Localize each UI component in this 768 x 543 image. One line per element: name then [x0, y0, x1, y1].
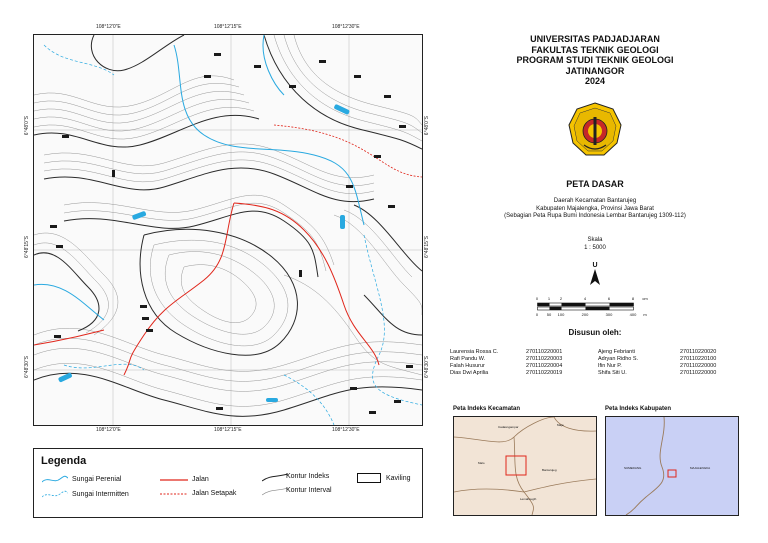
legend-jalan: Jalan — [192, 476, 209, 483]
unpad-logo-icon — [566, 101, 624, 159]
inset-label: Cadasngampar — [498, 425, 519, 429]
year: 2024 — [584, 76, 606, 86]
scale-tick-top: 4 — [583, 296, 587, 301]
legend — [33, 448, 423, 518]
coord-right-2: 6°48'15"S — [424, 236, 430, 258]
campus-name: JATINANGOR — [565, 65, 625, 76]
author-nim: 270110220003 — [526, 356, 563, 362]
coord-right-3: 6°48'30"S — [424, 356, 430, 378]
scale-tick-top: 0 — [535, 296, 539, 301]
coord-top-1: 108°12'0"E — [96, 24, 121, 30]
author-name: Ifin Nur P. — [598, 363, 622, 369]
author-nim: 270110220004 — [526, 363, 563, 369]
author-nim: 270110220001 — [526, 349, 563, 355]
inset-label: Maja — [557, 423, 564, 427]
author-name: Rafi Pandu W. — [450, 356, 486, 362]
scale-tick-bottom: 400 — [629, 312, 637, 317]
legend-kontur-indeks: Kontur Indeks — [286, 473, 330, 480]
area-kabupaten: Kabupaten Majalengka, Provinsi Jawa Barat — [536, 205, 654, 212]
water-bodies — [58, 104, 350, 402]
scale-ratio: 1 : 5000 — [584, 244, 606, 251]
authors-right-nims — [680, 349, 740, 377]
contour-interval-lines — [34, 35, 422, 406]
coord-top-3: 108°12'30"E — [332, 24, 360, 30]
coord-bottom-2: 108°12'15"E — [214, 427, 242, 433]
area-kecamatan: Daerah Kecamatan Bantarujeg — [553, 198, 637, 204]
intermittent-river-symbol-icon — [42, 490, 68, 500]
authors-left-nims — [526, 349, 586, 377]
author-nim: 270110220020 — [680, 349, 717, 355]
inset-kecamatan-title: Peta Indeks Kecamatan — [453, 406, 521, 412]
road-symbol-icon — [160, 478, 188, 482]
legend-kaviling: Kaviling — [386, 475, 411, 482]
scale-tick-bottom: 100 — [557, 312, 565, 317]
scale-text — [450, 237, 740, 252]
coord-right-1: 6°48'0"S — [424, 116, 430, 136]
authors-right-names — [598, 349, 673, 377]
scale-tick-bottom: 0 — [535, 312, 539, 317]
legend-jalan-setapak: Jalan Setapak — [192, 490, 237, 497]
river-intermittent — [44, 45, 422, 425]
author-name: Shifa Siti U. — [598, 370, 627, 376]
index-contour-symbol-icon — [262, 473, 288, 483]
coord-bottom-1: 108°12'0"E — [96, 427, 121, 433]
author-name: Dias Dwi Aprilia — [450, 370, 489, 376]
topographic-map[interactable] — [33, 34, 423, 426]
north-arrow-shape — [589, 269, 601, 287]
scale-unit-top: cm — [642, 296, 648, 301]
author-nim: 270110220100 — [680, 356, 717, 362]
title-block — [450, 34, 740, 87]
perennial-river-symbol-icon — [42, 475, 68, 485]
scale-bar — [533, 296, 653, 320]
inset-label: SUMEDANG — [624, 466, 642, 470]
area-description — [450, 198, 740, 221]
north-arrow-icon — [589, 262, 601, 289]
author-name: Falah Husurur — [450, 363, 485, 369]
kaviling-markers — [50, 53, 413, 414]
map-title: PETA DASAR — [566, 179, 624, 189]
author-nim: 270110220000 — [680, 370, 717, 376]
author-name: Laurensia Rossa C. — [450, 349, 499, 355]
scale-label: Skala — [587, 237, 603, 243]
inset-kabupaten-map[interactable] — [605, 416, 739, 516]
coord-top-2: 108°12'15"E — [214, 24, 242, 30]
author-nim: 270110220000 — [680, 363, 717, 369]
scale-tick-top: 6 — [607, 296, 611, 301]
interval-contour-symbol-icon — [262, 487, 288, 497]
program-name: PROGRAM STUDI TEKNIK GEOLOGI — [516, 55, 674, 65]
scale-tick-bottom: 200 — [581, 312, 589, 317]
scale-unit-bottom: m — [643, 312, 647, 317]
author-name: Ajeng Febrianti — [598, 349, 635, 355]
kaviling-symbol-icon — [357, 473, 381, 483]
scale-tick-top: 2 — [559, 296, 563, 301]
coord-bottom-3: 108°12'30"E — [332, 427, 360, 433]
scale-tick-top: 1 — [547, 296, 551, 301]
author-name: Adryan Ridho S. — [598, 356, 639, 362]
inset-kecamatan-map[interactable] — [453, 416, 597, 516]
map-canvas — [34, 35, 422, 425]
inset-label: Malo — [478, 461, 485, 465]
footpath-symbol-icon — [160, 492, 188, 496]
scale-bar-graphic — [537, 302, 634, 312]
coord-left-1: 6°48'0"S — [24, 116, 30, 136]
coord-left-2: 6°48'15"S — [24, 236, 30, 258]
area-sheet: (Sebagian Peta Rupa Bumi Indonesia Lembar Bantarujeg 1309-112) — [504, 213, 686, 219]
scale-tick-bottom: 300 — [605, 312, 613, 317]
authors-title: Disusun oleh: — [568, 328, 622, 337]
road-jalan-setapak — [274, 125, 422, 177]
legend-title: Legenda — [41, 455, 87, 467]
contour-index-lines — [34, 35, 422, 416]
coord-left-3: 6°48'30"S — [24, 356, 30, 378]
inset-label: Lemahsugih — [520, 497, 537, 501]
university-name: UNIVERSITAS PADJADJARAN — [530, 34, 660, 44]
legend-sungai-perenial: Sungai Perenial — [72, 476, 122, 483]
road-jalan — [34, 203, 379, 375]
author-nim: 270110220019 — [526, 370, 563, 376]
inset-label: MAJALENGKA — [690, 466, 711, 470]
legend-kontur-interval: Kontur Interval — [286, 487, 332, 494]
north-label: U — [592, 262, 598, 269]
legend-sungai-intermitten: Sungai Intermitten — [72, 491, 129, 498]
scale-tick-top: 8 — [631, 296, 635, 301]
authors-left-names — [450, 349, 525, 377]
inset-kabupaten-title: Peta Indeks Kabupaten — [605, 406, 672, 412]
inset-label: Bantarujeg — [542, 468, 557, 472]
faculty-name: FAKULTAS TEKNIK GEOLOGI — [531, 44, 659, 55]
scale-tick-bottom: 50 — [546, 312, 552, 317]
